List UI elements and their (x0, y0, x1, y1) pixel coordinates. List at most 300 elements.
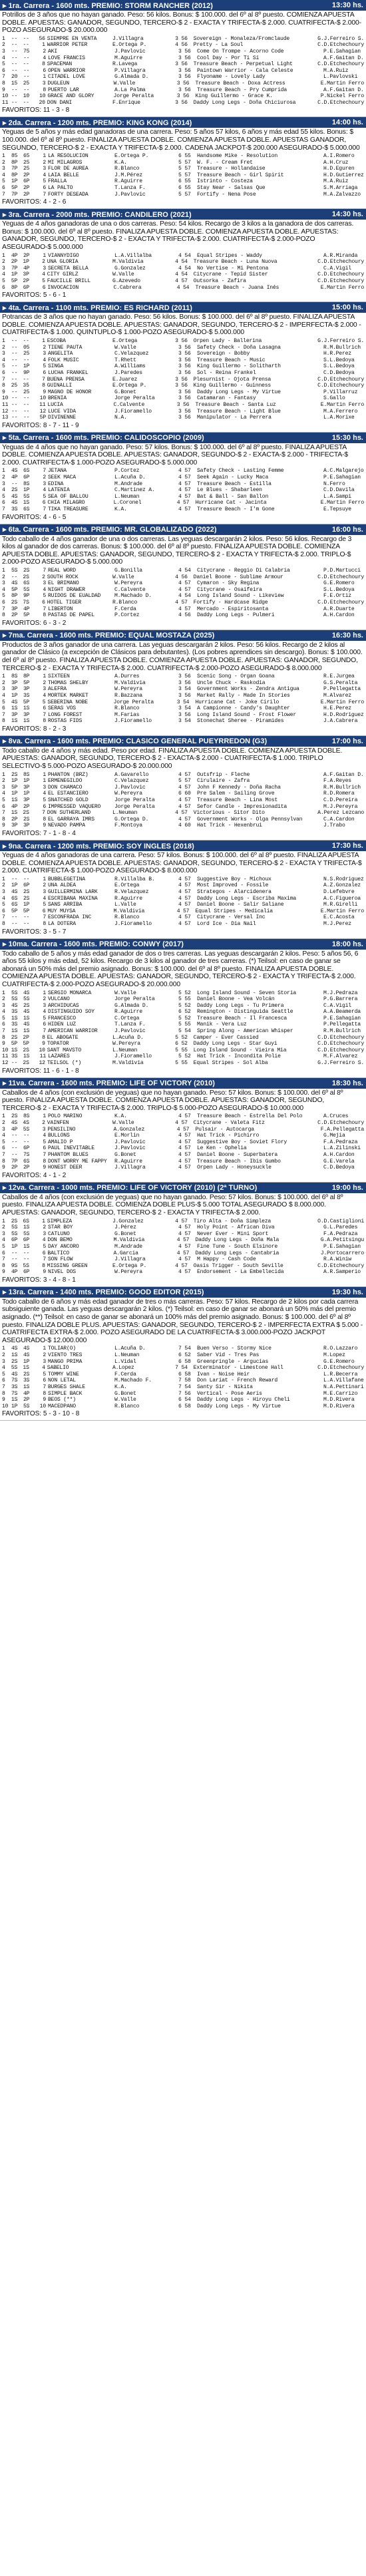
horse-name: DUGLEUN (47, 80, 70, 87)
entries-table (0, 36, 366, 106)
table-row (2, 1159, 364, 1165)
entry-number: 3 (2, 1358, 5, 1365)
horse-name: FAUCILLE BRILL (47, 278, 91, 284)
trainer: C.D.Davila (323, 487, 355, 494)
jockey: G.Bonet (114, 1230, 136, 1237)
table-row (2, 74, 364, 81)
table-row (2, 1165, 364, 1171)
prev-2: 1P (23, 487, 30, 494)
favorites-line: FAVORITOS: 6 - 3 - 2 (2, 619, 67, 627)
trainer: M.J.Pedraza (323, 990, 358, 996)
post: 1 (42, 337, 45, 344)
age-weight: 4 57 (178, 816, 191, 823)
pedigree: Strategos - Alarcidenera (197, 888, 272, 895)
pedigree: Long Island Sound - Likeview (197, 593, 284, 600)
pedigree: Hurricane Cat - Jacinta (195, 500, 267, 506)
pedigree: Buen Verso - Stormy Nice (197, 1346, 272, 1352)
prev-1: 3S (11, 1021, 18, 1028)
horse-name: EL ABOGATE (47, 1034, 79, 1041)
horse-name: SECRETA BELLA (48, 265, 89, 272)
jockey: L.Neuman (114, 1352, 140, 1359)
trainer: C.D.Etchechoury (317, 99, 365, 106)
jockey: K.A. (114, 159, 127, 166)
prev-2: -- (23, 87, 30, 93)
jockey: G.Bonet (114, 1151, 136, 1158)
horse-name: BRENIA (48, 395, 67, 402)
prev-1: 7P (11, 265, 18, 272)
prev-1: 4P (11, 252, 18, 259)
age-weight: 4 57 (178, 1151, 191, 1158)
entry-number: 4 (2, 1365, 5, 1372)
prev-1: -- (11, 67, 18, 74)
age-weight: 5 52 (178, 1015, 191, 1021)
prev-1: 4P (11, 803, 18, 810)
post: 7 (42, 810, 45, 817)
pedigree: Pretty - La Soul (193, 42, 244, 49)
jockey: Jorge Peralta (113, 699, 154, 705)
age-weight: 5 57 (178, 172, 191, 178)
pedigree: Holy Point - African Diva (197, 1224, 275, 1231)
pedigree: Treasure - Hollandaise (197, 166, 266, 172)
table-row (2, 172, 364, 179)
post: 9 (43, 1165, 46, 1171)
trainer: C.A.Vigil (323, 1002, 351, 1009)
pedigree: Daniel Boone - Vea Volcán (197, 996, 275, 1003)
prev-2: 1S (23, 718, 30, 725)
prev-1: 6S (11, 902, 18, 908)
jockey: R.Lavega (112, 61, 138, 68)
jockey: F.Enrique (112, 99, 140, 106)
post: 5P (39, 415, 46, 421)
prev-2: 2P (23, 278, 29, 284)
entry-number: 1 (2, 1346, 5, 1352)
trainer: L.A.Morixe (323, 415, 355, 421)
pedigree: King Guillermo - Grace K. (195, 93, 273, 100)
entry-number: 3 (2, 351, 5, 357)
table-row (2, 1256, 364, 1263)
prev-1: 3S (11, 1009, 18, 1015)
post: 7 (43, 1384, 46, 1390)
prev-1: 4S (11, 468, 18, 474)
pedigree: Treasure Beach - Santa Luz (195, 401, 276, 408)
pedigree: Citycrane - Reggio Di Calabria (197, 568, 290, 574)
table-row (2, 914, 364, 921)
horse-name: LAIA BELLE (48, 172, 79, 178)
prev-1: 1S (11, 1047, 18, 1053)
trainer: M.A.Zalvazzo (323, 191, 361, 198)
prev-2: -- (23, 415, 30, 421)
prev-2: 1P (23, 259, 29, 266)
age-weight: 6 58 (178, 1403, 191, 1409)
jockey: K.A. (114, 506, 127, 513)
trainer: H.E.Perez (323, 705, 351, 712)
horse-name: GUINALLI (47, 383, 73, 389)
horse-name: DON CHAMACO (48, 784, 83, 791)
trainer: J.Trabo (323, 823, 345, 829)
horse-name: HONEST DEER (48, 1165, 83, 1171)
prev-1: 1P (11, 778, 18, 785)
prev-1: -- (11, 344, 18, 351)
jockey: Jorge Peralta (114, 803, 155, 810)
jockey: A.Lopez (112, 1365, 134, 1372)
entry-number: 2 (2, 159, 5, 166)
post: 2 (43, 679, 46, 686)
entry-number: 5 (2, 699, 5, 705)
horse-name: BULLONS (48, 1133, 70, 1139)
race-title: ▸ 6ta. Carrera - 1600 mts. PREMIO: MR. GLOBALIZADO (2022) (3, 526, 217, 534)
age-weight: 4 57 (178, 920, 191, 927)
race-time: 17:00 hs. (331, 737, 363, 745)
prev-2: 6P (23, 1269, 30, 1276)
entry-number: 3 (2, 166, 5, 172)
jockey: E.Ortega (114, 882, 140, 889)
jockey: R.Blanco (114, 166, 140, 172)
table-row (2, 487, 364, 494)
age-weight: 3 56 (178, 692, 191, 699)
age-weight: 4 57 (175, 278, 188, 284)
prev-2: 1S (23, 1243, 30, 1250)
horse-name: SEEK MACA (48, 474, 76, 481)
age-weight: 7 54 (178, 1384, 191, 1390)
age-weight: 5 52 (178, 1053, 191, 1060)
age-weight: 3 56 (175, 61, 188, 68)
post: 4 (43, 487, 46, 494)
jockey: A.Garcia (113, 1250, 138, 1256)
post: 3 (43, 166, 46, 172)
pedigree: Citycrane - Tepid Sister (193, 272, 268, 278)
trainer: P.E.Sahagian (323, 48, 361, 55)
trainer: A.R.Miranda (323, 252, 358, 259)
trainer: C.A.Cardon (323, 816, 355, 823)
prev-1: 20 (11, 74, 18, 81)
age-weight: 6 58 (178, 1358, 191, 1365)
trainer: E.Martin Ferro (320, 284, 364, 291)
prev-1: -- (11, 408, 18, 415)
trainer: A.H.Cardon (323, 1151, 355, 1158)
table-row (2, 1250, 364, 1257)
prev-1: 1P (11, 178, 18, 185)
table-row (2, 93, 364, 100)
table-row (2, 1237, 364, 1244)
prev-1: 2S (11, 487, 18, 494)
pedigree: Treasure Beach - Ibis Gumbo (197, 1158, 281, 1165)
pedigree: Le Ken - Ophelia (197, 1145, 247, 1152)
trainer: L.A.Villafane (323, 1378, 364, 1384)
prev-1: 1S (11, 1015, 18, 1021)
prev-2: 8S (23, 771, 30, 778)
prev-2: 1S (23, 1224, 30, 1231)
jockey: F.Montoya (114, 823, 142, 829)
prev-2: 25 (23, 389, 30, 395)
race-block (0, 302, 366, 433)
horse-name: CATLUNO (48, 1230, 70, 1237)
pedigree: Citycrane - Valeta Fitz (193, 1120, 265, 1126)
age-weight: 3 56 (176, 93, 190, 100)
horse-name: SEBERINA NOBE (47, 699, 88, 705)
post: 1 (43, 1113, 46, 1120)
entry-number: 8 (2, 920, 5, 927)
table-row (2, 192, 364, 198)
jockey: P.Villagra (114, 67, 146, 74)
prev-1: 4S (11, 699, 18, 705)
age-weight: 4 57 (175, 1262, 188, 1269)
horse-name: MAGNO DE HONOR (48, 389, 92, 395)
horse-name: SANS ARRIBA (48, 902, 83, 908)
entry-number: 2 (2, 344, 5, 351)
prev-2: -- (23, 74, 30, 81)
trainer: H.D.Rodriguez (323, 711, 364, 718)
post: 3 (43, 265, 46, 272)
jockey: W.Valle (112, 272, 134, 278)
table-row (2, 1127, 364, 1133)
entry-number: 3 (2, 784, 5, 791)
prev-1: 1S (11, 797, 18, 804)
prev-1: -- (11, 48, 18, 55)
post: 6 (42, 908, 46, 914)
table-row (2, 1120, 364, 1127)
prev-2: 2S (23, 1371, 30, 1378)
prev-1: -- (11, 1060, 18, 1067)
prev-1: 5P (11, 278, 18, 284)
horse-name: LA PALTO (48, 185, 73, 192)
table-row (2, 357, 364, 364)
trainer: A.F.Gaitan D. (323, 771, 364, 778)
pedigree: Pre Salem - Sailing Grove (197, 791, 275, 797)
pedigree: Daddy Long Legs - Cantabria (195, 1250, 279, 1256)
jockey: W.Valle (114, 1397, 136, 1403)
table-row (2, 823, 364, 829)
age-weight: 3 56 (175, 99, 188, 106)
post: 9 (43, 823, 46, 829)
prev-1: 2P (11, 259, 18, 266)
jockey: R.Villalba B. (114, 876, 155, 882)
entry-number: 8 (2, 1158, 5, 1165)
table-row (2, 61, 364, 68)
table-row (2, 1113, 364, 1120)
jockey: M.Valdivia (112, 1060, 144, 1067)
jockey: A.Gonzalez (113, 1126, 145, 1133)
horse-name: MI MILAGROS (48, 159, 83, 166)
prev-2: 1P (23, 1358, 30, 1365)
jockey: W.Valle (112, 574, 134, 580)
race-conditions: Caballos de 4 años (con exclusión de yeguas) que no hayan ganado. Peso: 57 kilos. Bonus: $ 100.000. del 6º al 8º puesto. FINALIZA APUESTA DOBLE. COMIENZA APUESTA DOBLE. APUESTAS: GANADOR, SEGUNDO, TERCERO-$ 2 - EXACTA Y TRIFECTA-$ 2.000. TRIPLO-$ 5.000-POZO ASEGURADO-$ 10.000.000 (2, 1089, 343, 1112)
prev-2: -- (23, 1139, 30, 1145)
post: 2 (43, 996, 46, 1003)
post: 9 (43, 389, 46, 395)
table-row (2, 259, 364, 266)
pedigree: Cirulaire - Zafra (197, 778, 250, 785)
pedigree: Equal Stripes - Sol Alba (193, 1060, 268, 1067)
jockey: M.Andrade (114, 1243, 142, 1250)
post: 11 (39, 1053, 46, 1060)
race-time: 14:00 hs. (331, 118, 363, 127)
age-weight: 3 56 (175, 35, 188, 42)
prev-2: 4S (23, 990, 30, 996)
post: 9 (43, 1269, 46, 1276)
race-block (0, 840, 366, 939)
jockey: J.Fioramello (114, 920, 152, 927)
entry-number: 6 (2, 185, 5, 192)
prev-2: 8S (23, 1113, 30, 1120)
prev-1: 2P (11, 1165, 18, 1171)
favorites-line: FAVORITOS: 8 - 7 - 11 - 9 (2, 421, 79, 429)
jockey: L.Neuman (112, 810, 138, 817)
race-header (0, 0, 366, 11)
horse-name: HIDEN LUZ (48, 1021, 76, 1028)
entry-number: 4 (2, 487, 5, 494)
pedigree: Fortify - Hardcase Ridge (193, 599, 268, 606)
prev-1: -- (11, 480, 18, 487)
post: 4 (43, 55, 46, 61)
pedigree: M Happy - Cash Code (197, 1256, 256, 1263)
post: 1 (43, 778, 46, 785)
jockey: M.Machado F. (114, 1378, 152, 1384)
horse-name: SABELIO (47, 1365, 69, 1372)
table-row (2, 574, 364, 581)
trainer: F.A.Pellegatta (320, 1126, 364, 1133)
prev-1: 3S (11, 506, 18, 513)
prev-1: -- (11, 369, 18, 376)
table-row (2, 568, 364, 574)
prev-2: 8S (23, 480, 30, 487)
table-row (2, 481, 364, 488)
pedigree: Seek Again - Lucky Maca (197, 474, 269, 481)
entry-number: 10 (2, 1403, 9, 1409)
age-weight: 5 52 (175, 1034, 188, 1041)
jockey: J.Villagra (114, 1256, 146, 1263)
age-weight: 6 55 (178, 185, 191, 192)
prev-1: 7S (11, 1378, 18, 1384)
prev-2: -- (23, 67, 30, 74)
pedigree: Daddy Long Legs - Escriba Maxima (197, 895, 297, 902)
prev-2: 2P (23, 1165, 30, 1171)
age-weight: 4 57 (178, 895, 191, 902)
prev-2: -- (23, 1256, 30, 1263)
trainer: G.J.Ferreiro S. (317, 1060, 365, 1067)
pedigree: Daddy Long Legs - My Virtue (197, 389, 281, 395)
prev-1: 5P (11, 1041, 18, 1047)
entry-number: 8 (2, 612, 5, 619)
entry-number: 8 (2, 1034, 5, 1041)
prev-1: -- (11, 376, 18, 383)
post: 7 (43, 568, 46, 574)
table-row (2, 506, 364, 513)
entry-number: 4 (2, 272, 5, 278)
post: 7 (43, 1151, 46, 1158)
post: 10 (39, 93, 46, 100)
entry-number: 1 (2, 673, 5, 680)
horse-name: SINGA (48, 363, 64, 370)
table-row (2, 1391, 364, 1397)
prev-1: 25 (11, 383, 18, 389)
table-row (2, 889, 364, 896)
prev-1: 85 (11, 153, 18, 160)
pedigree: Long Island Sound - Seven Storia (197, 990, 297, 996)
table-row (2, 705, 364, 712)
horse-name: SIXTEEN (48, 673, 70, 680)
entry-number: 6 (2, 1378, 5, 1384)
entry-number: 7 (2, 810, 5, 817)
prev-1: 6S (11, 895, 18, 902)
trainer: P.G.Barrera (323, 996, 358, 1003)
race-conditions: Potrancas de 3 años que no hayan ganado. Peso: 56 kilos. Bonus: $ 100.000. del 6º al 8º puesto. FINALIZA APUESTA DOBLE. COMIENZA APUESTA DOBLE. APUESTAS: GANADOR, SEGUNDO, TERCERO-$ 2 - IMPERFECTA-$ 2.000 - CUATRIFECTA-$ 1.000. QUINTUPLO-$ 1.000-POZO ASEGURADO-$ 5.000.000 (2, 313, 361, 337)
jockey: A.La Palma (114, 87, 146, 93)
table-row (2, 673, 364, 680)
table-row (2, 68, 364, 75)
favorites-line: FAVORITOS: 5 - 6 - 1 (2, 291, 67, 299)
horse-name: NIGHT DRAWER (48, 586, 85, 593)
pedigree: Fortify - Nena Pose (197, 191, 256, 198)
post: 6 (42, 284, 46, 291)
post: 7 (43, 191, 46, 198)
horse-name: CITY GIRLZ (47, 272, 79, 278)
jockey: N.A. (114, 415, 127, 421)
pedigree: Treasure Beach - Juana Inés (195, 284, 279, 291)
jockey: L.Acuña D. (114, 1346, 146, 1352)
age-weight: 4 57 (178, 1165, 191, 1171)
prev-2: 7S (23, 599, 29, 606)
prev-2: 2P (23, 172, 30, 178)
table-row (2, 363, 364, 370)
age-weight: 5 57 (178, 166, 191, 172)
horse-name: BURGES SHALE (48, 1384, 85, 1390)
prev-2: 3P (23, 823, 30, 829)
entries-table (0, 673, 366, 725)
prev-2: 10 (23, 93, 30, 100)
table-row (2, 1009, 364, 1015)
prev-2: 1S (23, 1384, 30, 1390)
table-row (2, 902, 364, 908)
trainer: C.D.Etchechoury (317, 1041, 365, 1047)
prev-2: -- (23, 35, 29, 42)
race-header (0, 433, 366, 443)
table-row (2, 1378, 364, 1384)
horse-name: SIMPLE BACK (48, 1390, 83, 1397)
jockey: E.Ortega P. (112, 383, 147, 389)
trainer: F.A.Pedraza (323, 1230, 358, 1237)
trainer: M.A.Ruiz (323, 178, 349, 185)
prev-2: 1P (23, 791, 30, 797)
trainer: C.D.Etchechoury (317, 1120, 365, 1126)
pedigree: Stonechat Sheree - Piramides (197, 718, 284, 725)
prev-2: 3S (23, 692, 30, 699)
entry-number: 6 (2, 369, 5, 376)
table-row (2, 1145, 364, 1152)
table-row (2, 1384, 364, 1391)
post: 3 (42, 1126, 46, 1133)
post: 7 (43, 1256, 46, 1263)
pedigree: Long Island Sound - Vieira Mia (193, 1047, 287, 1053)
race-block (0, 209, 366, 302)
prev-2: 6S (23, 468, 30, 474)
trainer: L.A.Zilinski (323, 1145, 361, 1152)
prev-1: 4S (11, 493, 18, 500)
entry-number: 4 (2, 357, 5, 363)
horse-name: AKI (48, 48, 57, 55)
pedigree: Government Works - Olga Pennsylvan (197, 816, 303, 823)
age-weight: 6 58 (178, 1371, 191, 1378)
pedigree: Treasure Beach - Doxa Actress (195, 80, 285, 87)
pedigree: John F Kennedy - Doña Racha (197, 784, 281, 791)
post: 4 (43, 1009, 46, 1015)
pedigree: Market Rally - Made In Stories (197, 692, 290, 699)
prev-1: -- (11, 42, 18, 49)
post: 5 (43, 363, 46, 370)
table-row (2, 600, 364, 606)
pedigree: Citycrane - Osaifeira (197, 586, 262, 593)
jockey: W.Pereyra (114, 686, 142, 693)
jockey: J.Villagra (112, 35, 144, 42)
